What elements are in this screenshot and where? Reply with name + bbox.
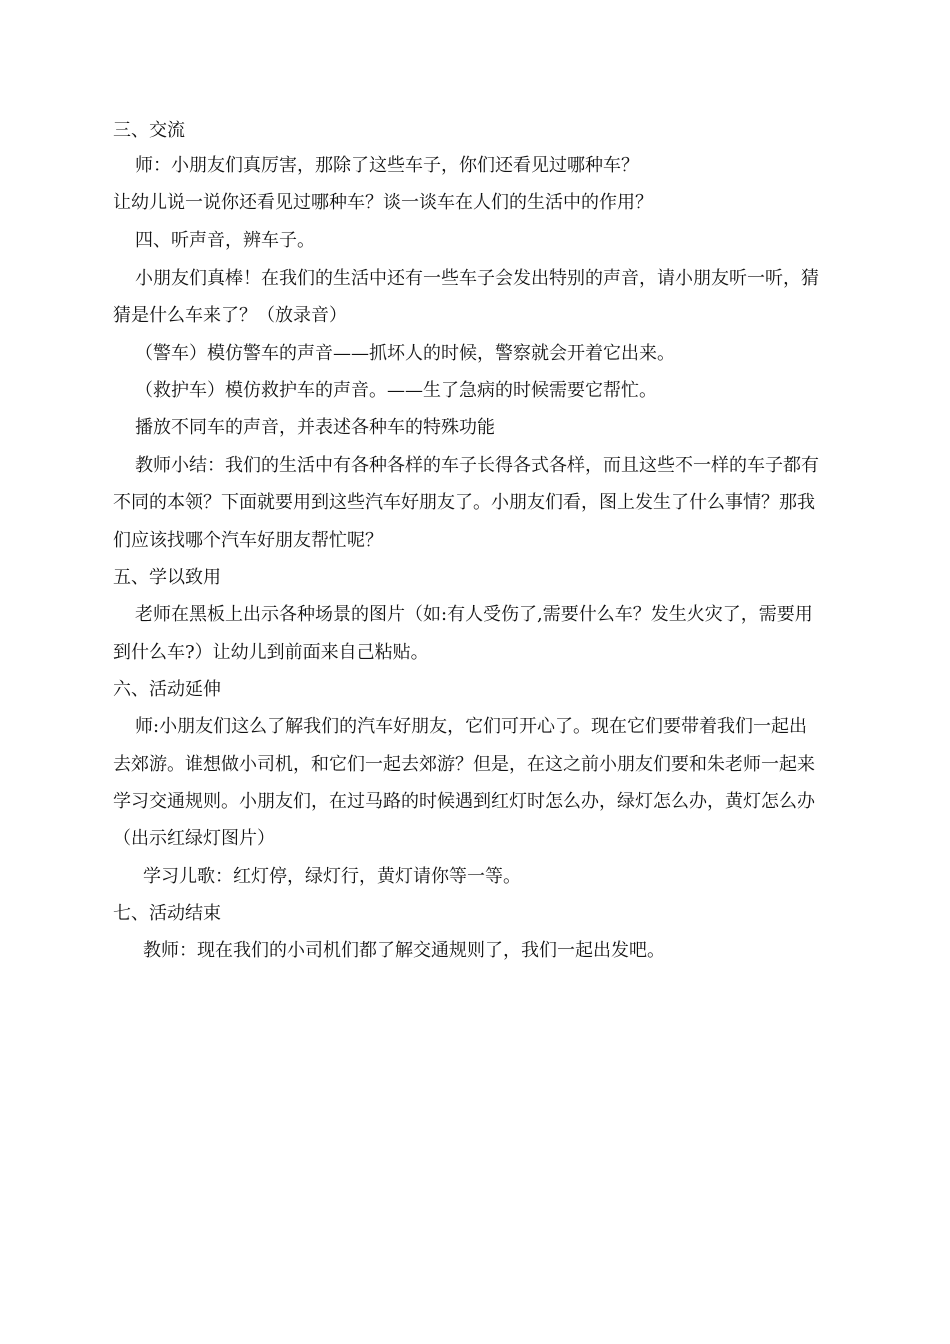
paragraph-line: 猜是什么车来了？（放录音） bbox=[113, 305, 347, 326]
paragraph-line: 师：小朋友们真厉害，那除了这些车子，你们还看见过哪种车？ bbox=[135, 155, 639, 176]
paragraph-line: 不同的本领？下面就要用到这些汽车好朋友了。小朋友们看，图上发生了什么事情？那我 bbox=[113, 492, 815, 513]
paragraph-line: （出示红绿灯图片） bbox=[113, 828, 275, 849]
paragraph-line: 师:小朋友们这么了解我们的汽车好朋友，它们可开心了。现在它们要带着我们一起出 bbox=[135, 716, 808, 737]
paragraph-line: 们应该找哪个汽车好朋友帮忙呢？ bbox=[113, 530, 383, 551]
paragraph-line: （警车）模仿警车的声音——抓坏人的时候，警察就会开着它出来。 bbox=[135, 343, 675, 364]
section-heading-exchange: 三、交流 bbox=[113, 120, 185, 141]
paragraph-line: 到什么车?）让幼儿到前面来自己粘贴。 bbox=[113, 642, 429, 663]
section-heading-end: 七、活动结束 bbox=[113, 903, 221, 924]
paragraph-line: 学习交通规则。小朋友们，在过马路的时候遇到红灯时怎么办，绿灯怎么办，黄灯怎么办 bbox=[113, 791, 815, 812]
paragraph-line: 学习儿歌：红灯停，绿灯行，黄灯请你等一等。 bbox=[143, 866, 521, 887]
paragraph-line: 播放不同车的声音，并表述各种车的特殊功能 bbox=[135, 417, 495, 438]
paragraph-line: （救护车）模仿救护车的声音。——生了急病的时候需要它帮忙。 bbox=[135, 380, 657, 401]
paragraph-line: 老师在黑板上出示各种场景的图片（如:有人受伤了,需要什么车？发生火灾了，需要用 bbox=[135, 604, 813, 625]
paragraph-line: 小朋友们真棒！在我们的生活中还有一些车子会发出特别的声音，请小朋友听一听，猜 bbox=[135, 268, 819, 289]
section-heading-apply: 五、学以致用 bbox=[113, 567, 221, 588]
paragraph-line: 教师：现在我们的小司机们都了解交通规则了，我们一起出发吧。 bbox=[143, 940, 665, 961]
paragraph-line: 让幼儿说一说你还看见过哪种车？谈一谈车在人们的生活中的作用？ bbox=[113, 192, 653, 213]
section-heading-listen: 四、听声音，辨车子。 bbox=[135, 230, 315, 251]
paragraph-line: 教师小结：我们的生活中有各种各样的车子长得各式各样，而且这些不一样的车子都有 bbox=[135, 455, 819, 476]
paragraph-line: 去郊游。谁想做小司机，和它们一起去郊游？但是，在这之前小朋友们要和朱老师一起来 bbox=[113, 754, 815, 775]
section-heading-extension: 六、活动延伸 bbox=[113, 679, 221, 700]
